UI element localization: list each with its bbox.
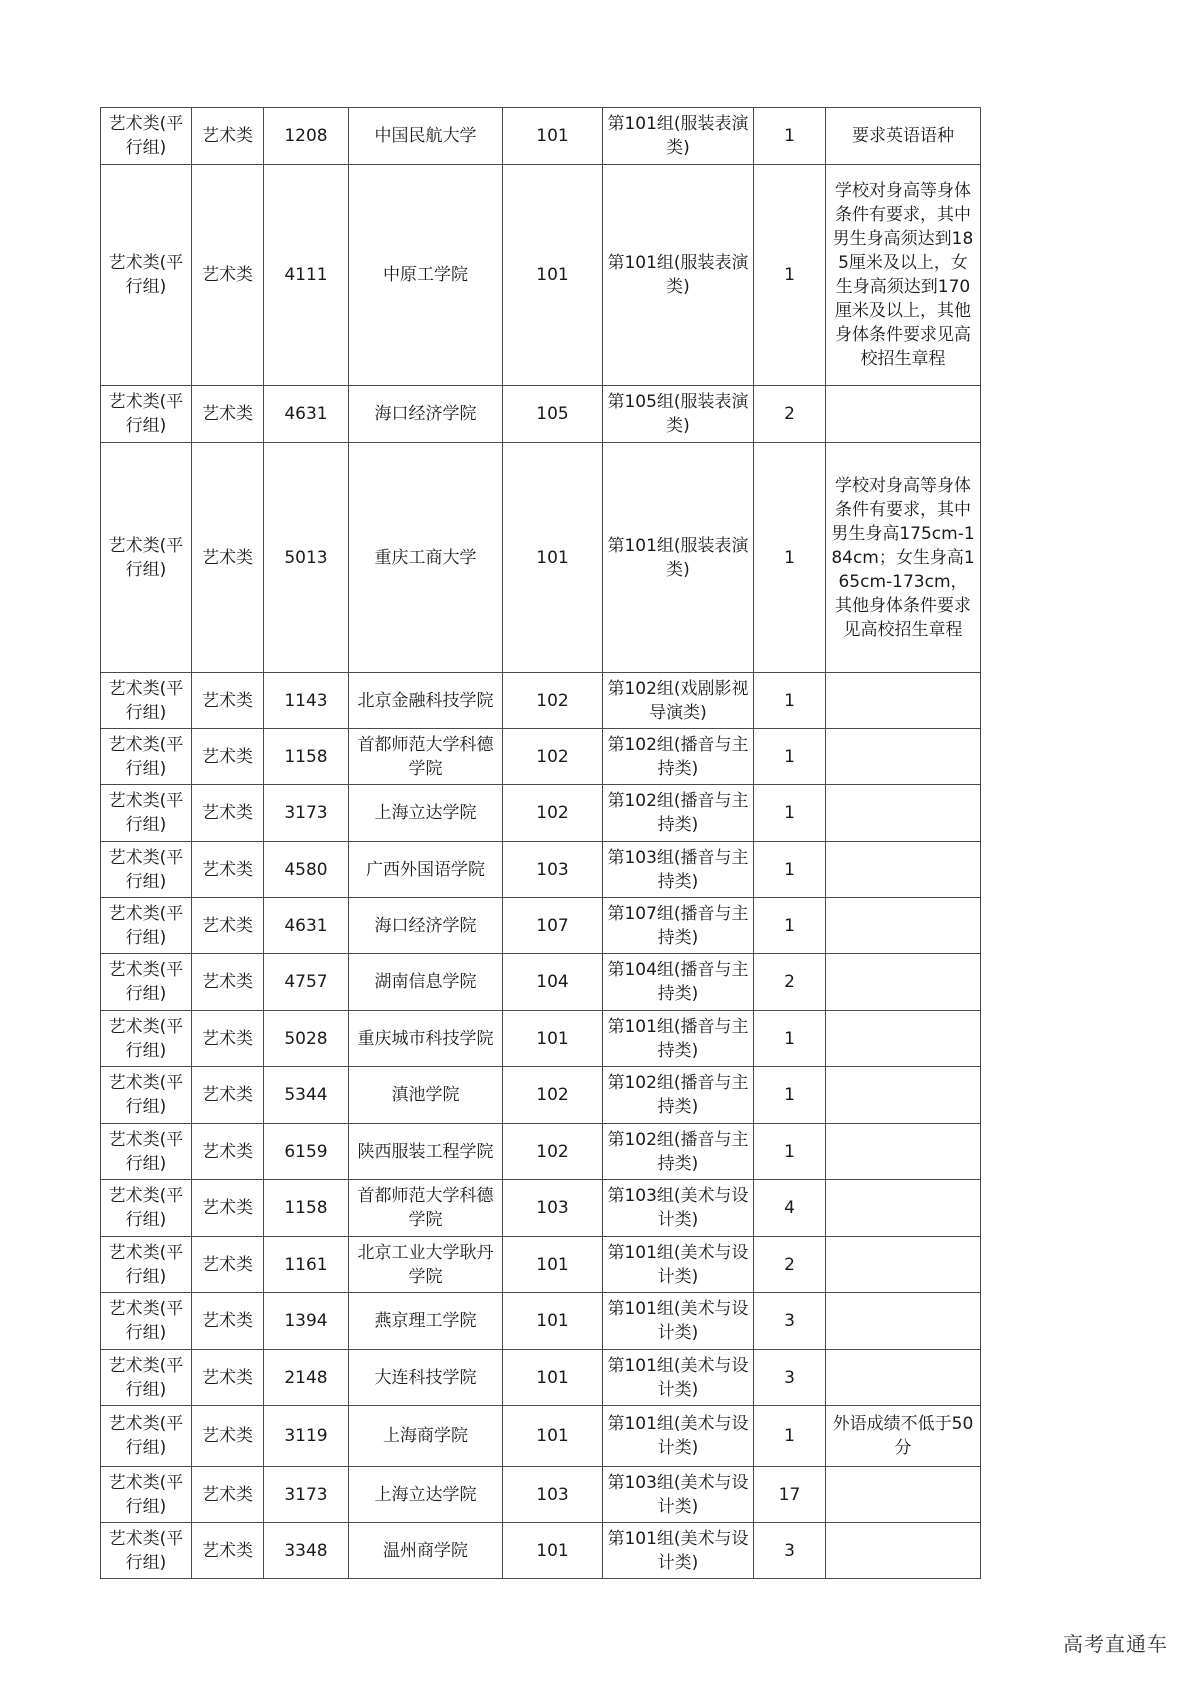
cell-group-name: 第102组(播音与主持类) — [603, 729, 754, 785]
cell-school-name: 温州商学院 — [349, 1523, 503, 1579]
cell-type: 艺术类(平行组) — [101, 1523, 192, 1579]
cell-notes — [826, 785, 981, 842]
table-row — [101, 898, 981, 954]
cell-notes: 外语成绩不低于50分 — [826, 1406, 981, 1467]
cell-plan-count: 1 — [754, 785, 826, 842]
table-row — [101, 1350, 981, 1406]
table-row — [101, 729, 981, 785]
cell-category: 艺术类 — [192, 108, 264, 165]
table-row — [101, 443, 981, 673]
table-row — [101, 1467, 981, 1523]
cell-group-code: 103 — [503, 1467, 603, 1523]
cell-school-code: 2148 — [264, 1350, 349, 1406]
cell-group-code: 102 — [503, 1067, 603, 1124]
cell-school-name: 大连科技学院 — [349, 1350, 503, 1406]
cell-group-name: 第102组(播音与主持类) — [603, 1067, 754, 1124]
cell-type: 艺术类(平行组) — [101, 785, 192, 842]
cell-category: 艺术类 — [192, 898, 264, 954]
cell-plan-count: 1 — [754, 165, 826, 386]
cell-plan-count: 1 — [754, 898, 826, 954]
table-body — [101, 108, 981, 1579]
table-row — [101, 1523, 981, 1579]
cell-group-code: 101 — [503, 1523, 603, 1579]
cell-group-code: 102 — [503, 673, 603, 729]
cell-group-name: 第102组(播音与主持类) — [603, 785, 754, 842]
cell-plan-count: 3 — [754, 1350, 826, 1406]
cell-school-code: 4631 — [264, 898, 349, 954]
table-row — [101, 785, 981, 842]
cell-notes — [826, 1124, 981, 1180]
cell-notes: 要求英语语种 — [826, 108, 981, 165]
cell-notes — [826, 1011, 981, 1067]
cell-school-name: 滇池学院 — [349, 1067, 503, 1124]
cell-plan-count: 17 — [754, 1467, 826, 1523]
cell-group-code: 101 — [503, 1293, 603, 1350]
cell-school-code: 6159 — [264, 1124, 349, 1180]
cell-type: 艺术类(平行组) — [101, 108, 192, 165]
cell-type: 艺术类(平行组) — [101, 1067, 192, 1124]
cell-school-code: 5344 — [264, 1067, 349, 1124]
cell-category: 艺术类 — [192, 1523, 264, 1579]
cell-category: 艺术类 — [192, 165, 264, 386]
table-row — [101, 1237, 981, 1293]
cell-category: 艺术类 — [192, 1467, 264, 1523]
cell-type: 艺术类(平行组) — [101, 898, 192, 954]
cell-group-code: 101 — [503, 1406, 603, 1467]
cell-group-name: 第103组(美术与设计类) — [603, 1180, 754, 1237]
cell-notes — [826, 1293, 981, 1350]
cell-school-code: 3119 — [264, 1406, 349, 1467]
table-row — [101, 1067, 981, 1124]
cell-plan-count: 1 — [754, 108, 826, 165]
cell-plan-count: 3 — [754, 1293, 826, 1350]
cell-group-name: 第101组(服装表演类) — [603, 108, 754, 165]
cell-school-name: 重庆工商大学 — [349, 443, 503, 673]
cell-school-code: 1394 — [264, 1293, 349, 1350]
table-row — [101, 1124, 981, 1180]
cell-group-name: 第101组(美术与设计类) — [603, 1237, 754, 1293]
cell-category: 艺术类 — [192, 1180, 264, 1237]
cell-group-name: 第104组(播音与主持类) — [603, 954, 754, 1011]
cell-category: 艺术类 — [192, 1237, 264, 1293]
cell-type: 艺术类(平行组) — [101, 165, 192, 386]
watermark-text: 高考直通车 — [1063, 1632, 1168, 1656]
table-row — [101, 673, 981, 729]
cell-group-name: 第101组(美术与设计类) — [603, 1406, 754, 1467]
table-row — [101, 1293, 981, 1350]
cell-school-name: 上海商学院 — [349, 1406, 503, 1467]
cell-group-name: 第101组(服装表演类) — [603, 443, 754, 673]
cell-type: 艺术类(平行组) — [101, 1406, 192, 1467]
cell-school-name: 北京金融科技学院 — [349, 673, 503, 729]
cell-plan-count: 1 — [754, 1067, 826, 1124]
cell-category: 艺术类 — [192, 1293, 264, 1350]
cell-group-code: 101 — [503, 1350, 603, 1406]
cell-group-code: 101 — [503, 1237, 603, 1293]
cell-school-name: 上海立达学院 — [349, 1467, 503, 1523]
cell-category: 艺术类 — [192, 386, 264, 443]
cell-group-code: 101 — [503, 165, 603, 386]
table-row — [101, 165, 981, 386]
cell-group-name: 第101组(美术与设计类) — [603, 1350, 754, 1406]
table-row — [101, 842, 981, 898]
cell-group-code: 103 — [503, 842, 603, 898]
cell-notes — [826, 1523, 981, 1579]
cell-school-code: 1161 — [264, 1237, 349, 1293]
cell-category: 艺术类 — [192, 785, 264, 842]
cell-group-code: 102 — [503, 729, 603, 785]
cell-group-code: 101 — [503, 1011, 603, 1067]
cell-school-code: 5028 — [264, 1011, 349, 1067]
cell-category: 艺术类 — [192, 1011, 264, 1067]
cell-category: 艺术类 — [192, 673, 264, 729]
cell-category: 艺术类 — [192, 443, 264, 673]
cell-school-code: 4580 — [264, 842, 349, 898]
cell-group-name: 第102组(播音与主持类) — [603, 1124, 754, 1180]
cell-notes — [826, 1237, 981, 1293]
cell-school-code: 1158 — [264, 729, 349, 785]
cell-group-name: 第103组(美术与设计类) — [603, 1467, 754, 1523]
table-row — [101, 1180, 981, 1237]
cell-group-name: 第102组(戏剧影视导演类) — [603, 673, 754, 729]
cell-notes — [826, 898, 981, 954]
cell-plan-count: 2 — [754, 954, 826, 1011]
cell-group-code: 103 — [503, 1180, 603, 1237]
table-row — [101, 108, 981, 165]
cell-school-code: 1208 — [264, 108, 349, 165]
cell-school-code: 4631 — [264, 386, 349, 443]
cell-type: 艺术类(平行组) — [101, 673, 192, 729]
cell-type: 艺术类(平行组) — [101, 1124, 192, 1180]
admissions-table-container — [100, 107, 980, 1579]
cell-type: 艺术类(平行组) — [101, 954, 192, 1011]
cell-school-name: 首都师范大学科德学院 — [349, 729, 503, 785]
table-row — [101, 1011, 981, 1067]
cell-category: 艺术类 — [192, 729, 264, 785]
admissions-table — [100, 107, 981, 1579]
cell-school-name: 重庆城市科技学院 — [349, 1011, 503, 1067]
cell-group-code: 105 — [503, 386, 603, 443]
cell-group-name: 第101组(服装表演类) — [603, 165, 754, 386]
cell-group-name: 第103组(播音与主持类) — [603, 842, 754, 898]
cell-school-name: 湖南信息学院 — [349, 954, 503, 1011]
cell-type: 艺术类(平行组) — [101, 1350, 192, 1406]
cell-notes — [826, 1350, 981, 1406]
cell-school-name: 中国民航大学 — [349, 108, 503, 165]
cell-plan-count: 1 — [754, 842, 826, 898]
cell-group-code: 102 — [503, 1124, 603, 1180]
cell-type: 艺术类(平行组) — [101, 729, 192, 785]
cell-notes — [826, 1067, 981, 1124]
table-row — [101, 386, 981, 443]
cell-category: 艺术类 — [192, 954, 264, 1011]
cell-school-code: 3173 — [264, 1467, 349, 1523]
cell-type: 艺术类(平行组) — [101, 1180, 192, 1237]
cell-type: 艺术类(平行组) — [101, 443, 192, 673]
cell-notes — [826, 954, 981, 1011]
cell-type: 艺术类(平行组) — [101, 386, 192, 443]
cell-group-code: 107 — [503, 898, 603, 954]
cell-school-code: 1143 — [264, 673, 349, 729]
cell-category: 艺术类 — [192, 1350, 264, 1406]
cell-group-name: 第101组(播音与主持类) — [603, 1011, 754, 1067]
cell-group-code: 104 — [503, 954, 603, 1011]
cell-school-name: 海口经济学院 — [349, 386, 503, 443]
cell-category: 艺术类 — [192, 1067, 264, 1124]
cell-school-name: 上海立达学院 — [349, 785, 503, 842]
cell-notes — [826, 729, 981, 785]
cell-school-code: 3173 — [264, 785, 349, 842]
cell-school-name: 北京工业大学耿丹学院 — [349, 1237, 503, 1293]
cell-plan-count: 2 — [754, 1237, 826, 1293]
cell-group-name: 第101组(美术与设计类) — [603, 1293, 754, 1350]
cell-plan-count: 1 — [754, 673, 826, 729]
cell-category: 艺术类 — [192, 1406, 264, 1467]
cell-notes: 学校对身高等身体条件有要求，其中男生身高175cm-184cm；女生身高165cm-173cm，其他身体条件要求见高校招生章程 — [826, 443, 981, 673]
cell-group-name: 第107组(播音与主持类) — [603, 898, 754, 954]
cell-type: 艺术类(平行组) — [101, 1467, 192, 1523]
table-row — [101, 954, 981, 1011]
cell-type: 艺术类(平行组) — [101, 1011, 192, 1067]
cell-school-name: 中原工学院 — [349, 165, 503, 386]
cell-plan-count: 1 — [754, 1011, 826, 1067]
cell-notes — [826, 1180, 981, 1237]
cell-notes — [826, 842, 981, 898]
cell-type: 艺术类(平行组) — [101, 1237, 192, 1293]
cell-plan-count: 1 — [754, 443, 826, 673]
cell-school-name: 广西外国语学院 — [349, 842, 503, 898]
cell-school-name: 陕西服装工程学院 — [349, 1124, 503, 1180]
cell-plan-count: 2 — [754, 386, 826, 443]
cell-group-code: 101 — [503, 443, 603, 673]
cell-group-name: 第105组(服装表演类) — [603, 386, 754, 443]
cell-notes — [826, 386, 981, 443]
cell-school-name: 海口经济学院 — [349, 898, 503, 954]
cell-notes: 学校对身高等身体条件有要求，其中男生身高须达到185厘米及以上，女生身高须达到170厘米及以上，其他身体条件要求见高校招生章程 — [826, 165, 981, 386]
cell-plan-count: 1 — [754, 1124, 826, 1180]
cell-plan-count: 4 — [754, 1180, 826, 1237]
cell-notes — [826, 1467, 981, 1523]
cell-group-code: 101 — [503, 108, 603, 165]
cell-type: 艺术类(平行组) — [101, 1293, 192, 1350]
cell-plan-count: 1 — [754, 1406, 826, 1467]
cell-school-name: 燕京理工学院 — [349, 1293, 503, 1350]
cell-category: 艺术类 — [192, 842, 264, 898]
cell-category: 艺术类 — [192, 1124, 264, 1180]
cell-school-code: 4111 — [264, 165, 349, 386]
cell-group-name: 第101组(美术与设计类) — [603, 1523, 754, 1579]
cell-notes — [826, 673, 981, 729]
cell-school-code: 1158 — [264, 1180, 349, 1237]
table-row — [101, 1406, 981, 1467]
cell-school-code: 4757 — [264, 954, 349, 1011]
cell-type: 艺术类(平行组) — [101, 842, 192, 898]
cell-plan-count: 3 — [754, 1523, 826, 1579]
cell-group-code: 102 — [503, 785, 603, 842]
cell-school-code: 5013 — [264, 443, 349, 673]
cell-plan-count: 1 — [754, 729, 826, 785]
cell-school-code: 3348 — [264, 1523, 349, 1579]
cell-school-name: 首都师范大学科德学院 — [349, 1180, 503, 1237]
